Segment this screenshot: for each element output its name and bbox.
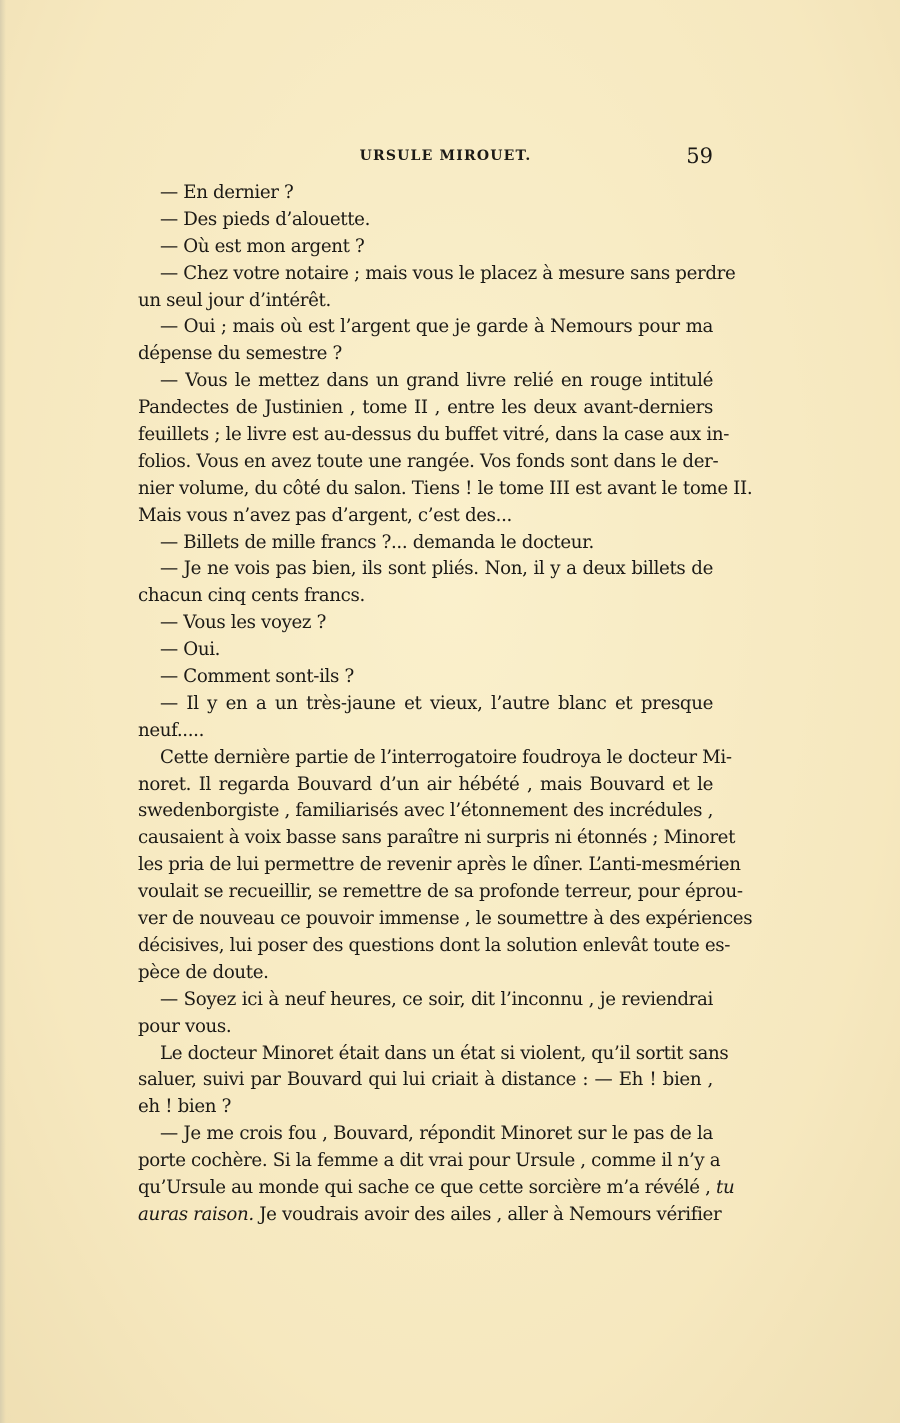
line-text: — Vous les voyez ? bbox=[160, 612, 326, 634]
page-edge-shadow bbox=[0, 0, 6, 1423]
text-line bbox=[138, 207, 713, 234]
text-line bbox=[138, 745, 732, 772]
line-text: dépense du semestre ? bbox=[138, 343, 342, 365]
text-line bbox=[138, 288, 713, 315]
text-line bbox=[138, 1148, 721, 1175]
line-text: — Je ne vois pas bien, ils sont pliés. Non, il y a deux billets de bbox=[160, 558, 713, 580]
text-line bbox=[138, 852, 741, 879]
line-text: noret. Il regarda Bouvard d’un air hébété , mais Bouvard et le bbox=[138, 773, 713, 795]
text-line bbox=[138, 261, 736, 288]
page-header bbox=[138, 146, 713, 176]
text-line bbox=[138, 341, 713, 368]
text-line bbox=[138, 583, 713, 610]
book-page bbox=[138, 144, 753, 1229]
text-line bbox=[138, 610, 713, 637]
text-line bbox=[138, 879, 743, 906]
line-text: Cette dernière partie de l’interrogatoire foudroya le docteur Mi- bbox=[160, 746, 732, 768]
text-line bbox=[138, 906, 753, 933]
text-line bbox=[138, 180, 713, 207]
line-text: — Comment sont-ils ? bbox=[160, 666, 354, 688]
italic-text: tu bbox=[715, 1176, 735, 1198]
line-text: — En dernier ? bbox=[160, 182, 294, 203]
line-text: — Il y en a un très-jaune et vieux, l’autre blanc et presque bbox=[160, 692, 713, 714]
line-text: un seul jour d’intérêt. bbox=[138, 289, 331, 311]
line-text: Mais vous n’avez pas d’argent, c’est des... bbox=[138, 504, 512, 526]
line-text: — Chez votre notaire ; mais vous le placez à mesure sans perdre bbox=[160, 262, 736, 284]
line-text: eh ! bien ? bbox=[138, 1096, 231, 1118]
text-line bbox=[138, 530, 713, 557]
line-text: swedenborgiste , familiarisés avec l’étonnement des incrédules , bbox=[138, 800, 713, 822]
text-line bbox=[138, 395, 713, 422]
page-number: 59 bbox=[686, 144, 713, 168]
line-text: ver de nouveau ce pouvoir immense , le soumettre à des expériences bbox=[138, 908, 753, 930]
line-text: causaient à voix basse sans paraître ni surpris ni étonnés ; Minoret bbox=[138, 827, 736, 849]
line-text: folios. Vous en avez toute une rangée. Vos fonds sont dans le der- bbox=[138, 450, 719, 472]
line-text: — Des pieds d’alouette. bbox=[160, 208, 371, 230]
text-line bbox=[138, 503, 713, 530]
text-line bbox=[138, 1175, 735, 1202]
text-line bbox=[138, 718, 713, 745]
text-line bbox=[138, 1014, 713, 1041]
line-text: les pria de lui permettre de revenir après le dîner. L’anti-mesmérien bbox=[138, 854, 741, 876]
text-line bbox=[138, 314, 713, 341]
line-text: voulait se recueillir, se remettre de sa profonde terreur, pour éprou- bbox=[138, 881, 743, 903]
line-text: décisives, lui poser des questions dont la solution enlevât toute es- bbox=[138, 934, 731, 956]
text-line bbox=[138, 960, 713, 987]
line-text: chacun cinq cents francs. bbox=[138, 585, 365, 607]
line-text: — Je me crois fou , Bouvard, répondit Minoret sur le pas de la bbox=[160, 1123, 713, 1145]
line-text: Je voudrais avoir des ailes , aller à Nemours vérifier bbox=[253, 1203, 722, 1225]
line-text: nier volume, du côté du salon. Tiens ! le tome III est avant le tome II. bbox=[138, 477, 753, 499]
line-text: porte cochère. Si la femme a dit vrai pour Ursule , comme il n’y a bbox=[138, 1150, 721, 1172]
text-line bbox=[138, 1121, 713, 1148]
line-text: neuf..... bbox=[138, 719, 205, 741]
line-text: feuillets ; le livre est au-dessus du buffet vitré, dans la case aux in- bbox=[138, 424, 730, 446]
line-text: Le docteur Minoret était dans un état si violent, qu’il sortit sans bbox=[160, 1042, 729, 1064]
line-text: saluer, suivi par Bouvard qui lui criait à distance : — Eh ! bien , bbox=[138, 1069, 713, 1091]
text-line bbox=[138, 556, 713, 583]
text-line bbox=[138, 798, 713, 825]
text-line bbox=[138, 772, 713, 799]
text-line bbox=[138, 933, 731, 960]
text-line bbox=[138, 664, 713, 691]
line-text: — Oui. bbox=[160, 639, 221, 661]
running-title: URSULE MIROUET. bbox=[359, 148, 532, 164]
text-line bbox=[138, 1202, 722, 1229]
text-line bbox=[138, 1041, 729, 1068]
text-line bbox=[138, 691, 713, 718]
line-text: pèce de doute. bbox=[138, 961, 269, 983]
text-line bbox=[138, 987, 713, 1014]
text-line bbox=[138, 476, 753, 503]
text-line bbox=[138, 422, 730, 449]
italic-text: auras raison. bbox=[138, 1203, 254, 1225]
text-line bbox=[138, 825, 736, 852]
text-line bbox=[138, 1094, 713, 1121]
text-line bbox=[138, 637, 713, 664]
line-text: — Vous le mettez dans un grand livre relié en rouge intitulé bbox=[160, 370, 713, 392]
line-text: — Billets de mille francs ?... demanda le docteur. bbox=[160, 531, 594, 553]
text-line bbox=[138, 368, 713, 395]
line-text: Pandectes de Justinien , tome II , entre les deux avant-derniers bbox=[138, 397, 713, 419]
line-text: — Où est mon argent ? bbox=[160, 235, 365, 257]
line-text: qu’Ursule au monde qui sache ce que cette sorcière m’a révélé , bbox=[138, 1176, 716, 1198]
line-text: — Oui ; mais où est l’argent que je garde à Nemours pour ma bbox=[160, 316, 713, 338]
line-text: — Soyez ici à neuf heures, ce soir, dit l’inconnu , je reviendrai bbox=[160, 988, 713, 1010]
line-text: pour vous. bbox=[138, 1015, 232, 1037]
text-line bbox=[138, 449, 719, 476]
body-text bbox=[138, 180, 753, 1229]
text-line bbox=[138, 1067, 713, 1094]
text-line bbox=[138, 234, 713, 261]
